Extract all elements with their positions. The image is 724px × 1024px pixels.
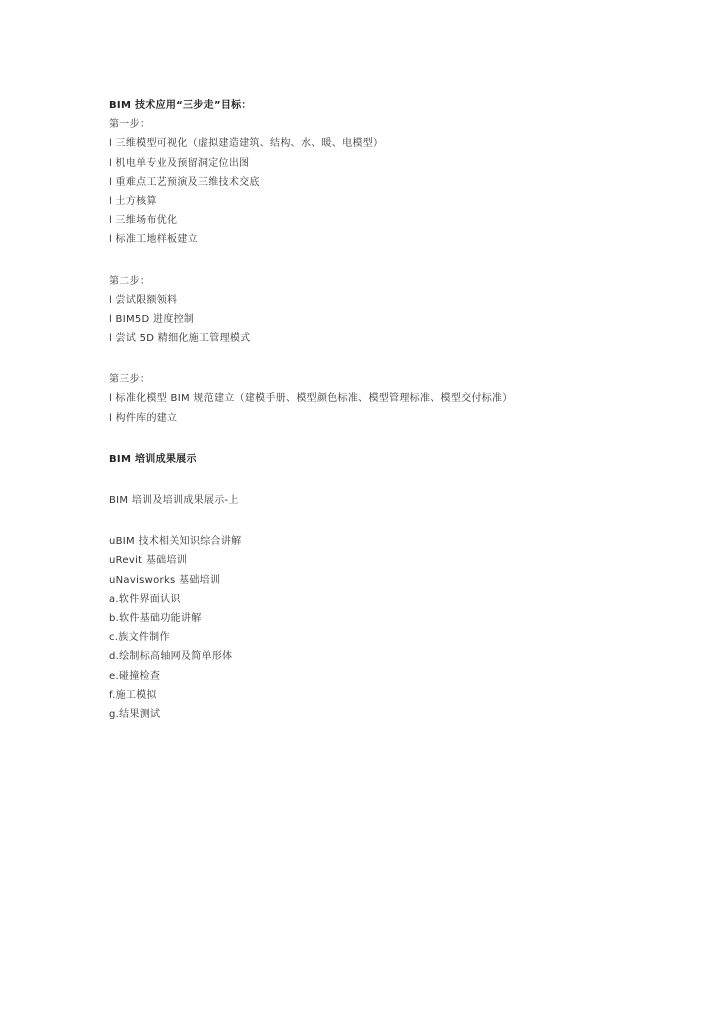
step3-item: l 构件库的建立 (109, 412, 178, 424)
training-subheading: BIM 培训及培训成果展示-上 (109, 495, 239, 506)
training-item: f.施工模拟 (109, 689, 157, 701)
step2-item: l 尝试 5D 精细化施工管理模式 (109, 333, 251, 345)
step2-item: l BIM5D 进度控制 (109, 313, 195, 325)
step1-item: l 标准工地样板建立 (109, 234, 198, 246)
step1-item: l 土方核算 (109, 195, 157, 207)
section-heading-three-steps: BIM 技术应用“三步走”目标： (109, 100, 252, 111)
step1-item: l 机电单专业及预留洞定位出图 (109, 157, 250, 169)
training-item: uRevit 基础培训 (109, 555, 188, 567)
training-item: b.软件基础功能讲解 (109, 612, 202, 624)
training-item: c.族文件制作 (109, 632, 170, 644)
document-page (109, 96, 669, 724)
step1-title: 第一步： (109, 119, 151, 131)
training-item: a.软件界面认识 (109, 593, 181, 605)
step1-item: l 三维模型可视化（虚拟建造建筑、结构、水、暖、电模型） (109, 138, 384, 150)
training-item: e.碰撞检查 (109, 670, 161, 682)
section-heading-training: BIM 培训成果展示 (109, 453, 197, 465)
training-item: g.结果测试 (109, 708, 161, 720)
step2-item: l 尝试限额领料 (109, 294, 178, 306)
training-item: uNavisworks 基础培训 (109, 574, 221, 586)
step3-item: l 标准化模型 BIM 规范建立（建模手册、模型颜色标准、模型管理标准、模型交付标准） (109, 393, 513, 405)
step3-title: 第三步： (109, 374, 151, 386)
step1-item: l 重难点工艺预演及三维技术交底 (109, 176, 260, 188)
step2-title: 第二步： (109, 275, 151, 287)
step1-item: l 三维场布优化 (109, 215, 178, 227)
training-item: d.绘制标高轴网及简单形体 (109, 651, 233, 663)
training-item: uBIM 技术相关知识综合讲解 (109, 536, 242, 548)
